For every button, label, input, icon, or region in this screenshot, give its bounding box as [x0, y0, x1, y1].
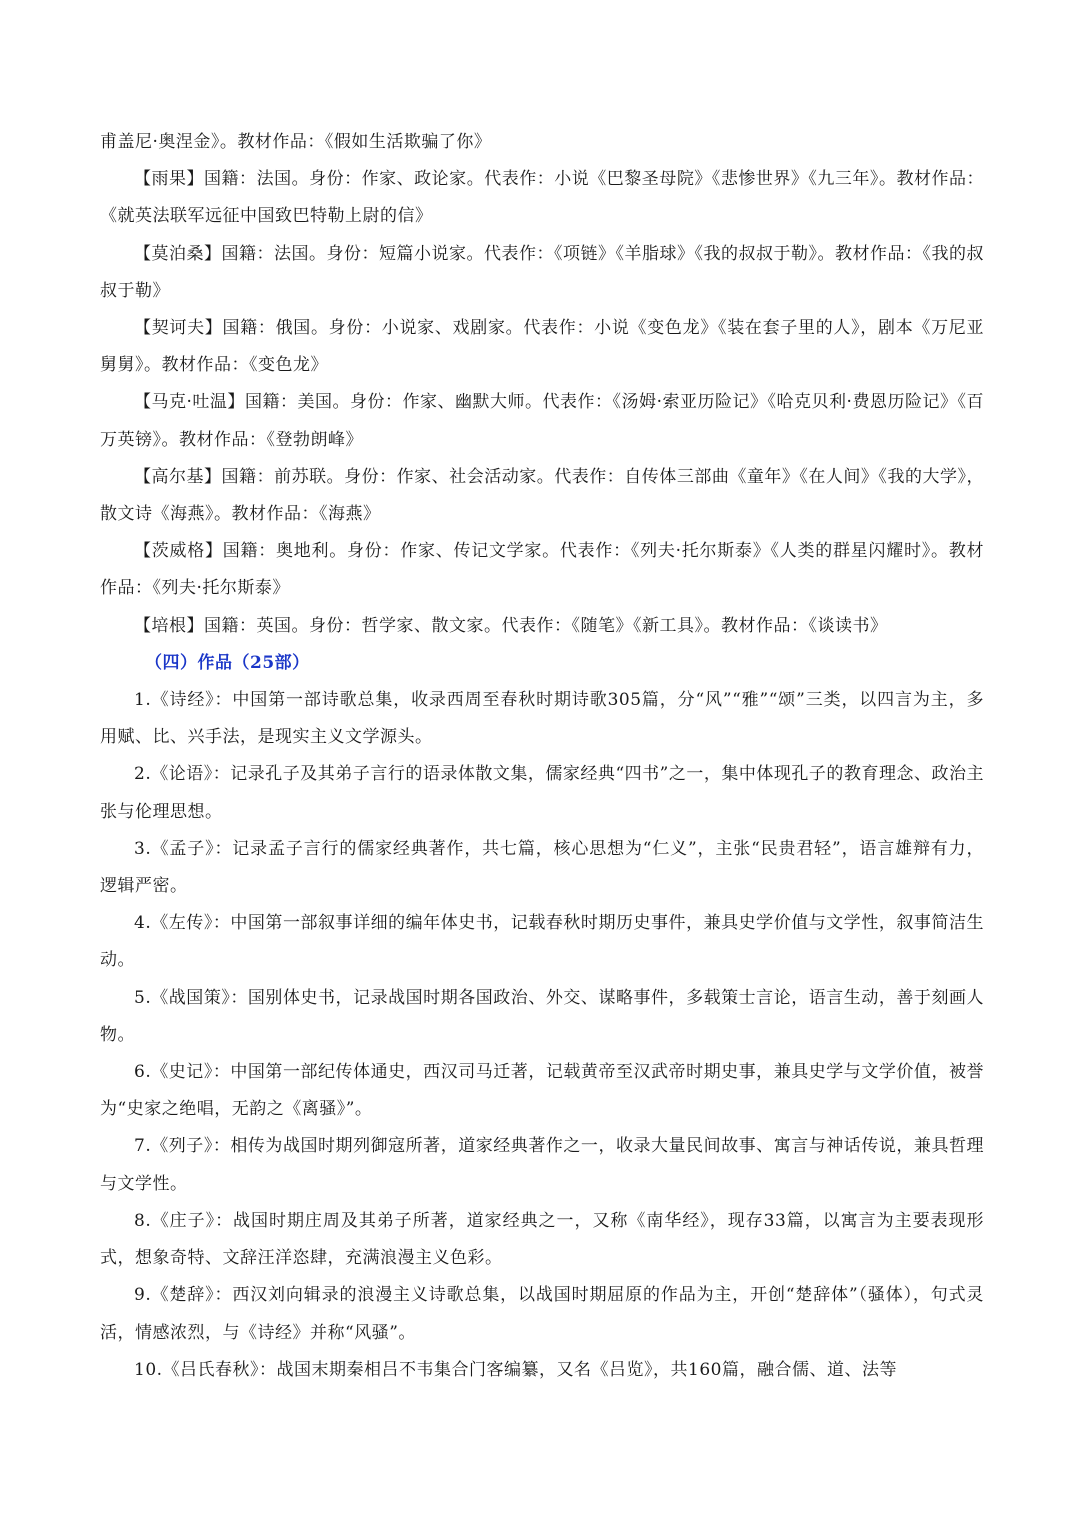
- work-entry: 1.《诗经》：中国第一部诗歌总集，收录西周至春秋时期诗歌305篇，分“风”“雅”“颂”三类，以四言为主，多用赋、比、兴手法，是现实主义文学源头。: [100, 690, 984, 748]
- work-entry: 9.《楚辞》：西汉刘向辑录的浪漫主义诗歌总集，以战国时期屈原的作品为主，开创“楚辞体”（骚体），句式灵活，情感浓烈，与《诗经》并称“风骚”。: [100, 1285, 984, 1343]
- author-entry-twain: 【马克·吐温】国籍：美国。身份：作家、幽默大师。代表作：《汤姆·索亚历险记》《哈克贝利·费恩历险记》《百万英镑》。教材作品：《登勃朗峰》: [100, 392, 984, 450]
- author-entry-maupassant: 【莫泊桑】国籍：法国。身份：短篇小说家。代表作：《项链》《羊脂球》《我的叔叔于勒》。教材作品：《我的叔叔于勒》: [100, 243, 984, 301]
- section-heading-works: （四）作品（25部）: [145, 652, 310, 673]
- work-entry: 4.《左传》：中国第一部叙事详细的编年体史书，记载春秋时期历史事件，兼具史学价值与文学性，叙事简洁生动。: [100, 913, 984, 971]
- work-entry: 3.《孟子》：记录孟子言行的儒家经典著作，共七篇，核心思想为“仁义”，主张“民贵君轻”，语言雄辩有力，逻辑严密。: [100, 838, 984, 897]
- work-entry: 5.《战国策》：国别体史书，记录战国时期各国政治、外交、谋略事件，多载策士言论，语言生动，善于刻画人物。: [100, 987, 984, 1045]
- carry-over-paragraph: 甫盖尼·奥涅金》。教材作品：《假如生活欺骗了你》: [100, 132, 492, 152]
- document-page: [100, 124, 984, 1389]
- author-entry-zweig: 【茨威格】国籍：奥地利。身份：作家、传记文学家。代表作：《列夫·托尔斯泰》《人类的群星闪耀时》。教材作品：《列夫·托尔斯泰》: [100, 541, 984, 599]
- work-entry: 10.《吕氏春秋》：战国末期秦相吕不韦集合门客编纂，又名《吕览》，共160篇，融合儒、道、法等: [134, 1359, 897, 1380]
- author-entry-chekhov: 【契诃夫】国籍：俄国。身份：小说家、戏剧家。代表作：小说《变色龙》《装在套子里的人》，剧本《万尼亚舅舅》。教材作品：《变色龙》: [100, 318, 984, 376]
- work-entry: 8.《庄子》：战国时期庄周及其弟子所著，道家经典之一，又称《南华经》，现存33篇，以寓言为主要表现形式，想象奇特、文辞汪洋恣肆，充满浪漫主义色彩。: [100, 1210, 984, 1269]
- work-entry: 7.《列子》：相传为战国时期列御寇所著，道家经典著作之一，收录大量民间故事、寓言与神话传说，兼具哲理与文学性。: [100, 1136, 984, 1194]
- work-entry: 2.《论语》：记录孔子及其弟子言行的语录体散文集，儒家经典“四书”之一，集中体现孔子的教育理念、政治主张与伦理思想。: [100, 764, 984, 822]
- author-entry-bacon: 【培根】国籍：英国。身份：哲学家、散文家。代表作：《随笔》《新工具》。教材作品：《谈读书》: [134, 615, 888, 636]
- author-entry-gorky: 【高尔基】国籍：前苏联。身份：作家、社会活动家。代表作：自传体三部曲《童年》《在人间》《我的大学》，散文诗《海燕》。教材作品：《海燕》: [100, 466, 984, 525]
- work-entry: 6.《史记》：中国第一部纪传体通史，西汉司马迁著，记载黄帝至汉武帝时期史事，兼具史学与文学价值，被誉为“史家之绝唱，无韵之《离骚》”。: [100, 1062, 984, 1120]
- author-entry-hugo: 【雨果】国籍：法国。身份：作家、政论家。代表作：小说《巴黎圣母院》《悲惨世界》《九三年》。教材作品：《就英法联军远征中国致巴特勒上尉的信》: [100, 169, 984, 227]
